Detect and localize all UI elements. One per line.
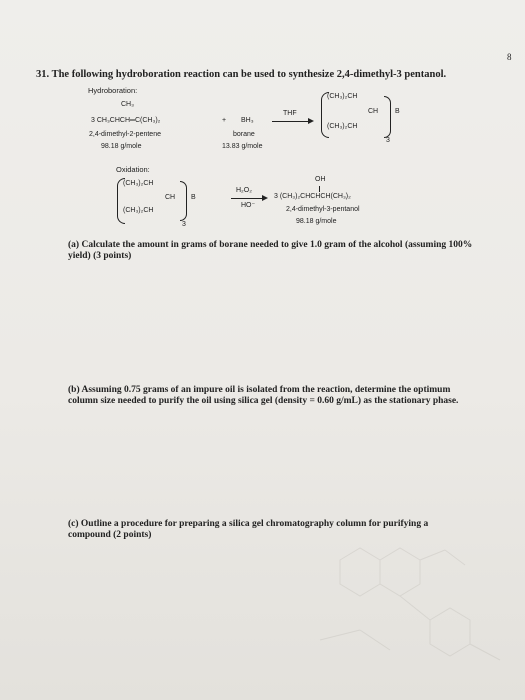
- reagent-peroxide: H₂O₂: [236, 187, 252, 194]
- part-a-label: (a): [68, 240, 80, 250]
- arrow-head-1: [308, 118, 314, 124]
- reaction-arrow-2: [231, 198, 262, 199]
- hydroboration-heading: Hydroboration:: [88, 86, 138, 95]
- arrow-label-thf: THF: [283, 110, 297, 117]
- oxidation-heading: Oxidation:: [116, 165, 150, 174]
- question-header: [36, 69, 496, 80]
- oxidation-top-group: (CH₃)₂CH: [123, 180, 154, 187]
- oxidation-boron: B: [191, 194, 196, 201]
- oh-bond: [319, 186, 320, 192]
- part-a: [68, 240, 473, 262]
- reactant1-methyl: CH₃: [121, 101, 134, 108]
- reactant1-mw: 98.18 g/mole: [101, 143, 142, 150]
- reagent-hydroxide: HO⁻: [241, 202, 256, 209]
- product-subscript: 3: [386, 137, 390, 144]
- oxidation-subscript: 3: [182, 221, 186, 228]
- product-right-bracket: [384, 96, 391, 138]
- product-oh: OH: [315, 176, 326, 183]
- part-c-label: (c): [68, 519, 79, 529]
- question-number: 31.: [36, 69, 50, 80]
- oxidation-bottom-group: (CH₃)₂CH: [123, 207, 154, 214]
- alcohol-name: 2,4-dimethyl-3-pentanol: [286, 206, 360, 213]
- alcohol-formula: 3 (CH₃)₂CHCHCH(CH₃)₂: [274, 193, 351, 200]
- product-ch: CH: [368, 108, 379, 115]
- reactant1-formula: 3 CH₃CHCH═C(CH₃)₂: [91, 117, 161, 124]
- product-boron: B: [395, 108, 400, 115]
- reactant2-mw: 13.83 g/mole: [222, 143, 263, 150]
- part-b: [68, 385, 473, 407]
- reaction-arrow-1: [272, 121, 308, 122]
- oxidation-ch: CH: [165, 194, 176, 201]
- reactant1-name: 2,4-dimethyl-2-pentene: [89, 131, 161, 138]
- show-through-molecule-drawing: [300, 520, 525, 700]
- part-b-label: (b): [68, 385, 80, 395]
- page-number: 8: [507, 52, 512, 62]
- arrow-head-2: [262, 195, 268, 201]
- part-b-text: Assuming 0.75 grams of an impure oil is isolated from the reaction, determine the optimum column size needed to purify the oil using silica gel (density = 0.60 g/mL) as the stationary phase.: [68, 385, 459, 406]
- part-a-text: Calculate the amount in grams of borane needed to give 1.0 gram of the alcohol (assuming 100% yield) (3 points): [68, 240, 473, 261]
- question-text: The following hydroboration reaction can be used to synthesize 2,4-dimethyl-3 pentanol.: [51, 69, 447, 80]
- part-c-text: Outline a procedure for preparing a silica gel chromatography column for purifying a compound (2 points): [68, 519, 429, 540]
- reactant2-formula: BH₃: [241, 117, 254, 124]
- product-bottom-group: (CH₃)₂CH: [327, 123, 358, 130]
- alcohol-mw: 98.18 g/mole: [296, 218, 337, 225]
- plus-sign: +: [222, 117, 227, 124]
- oxidation-right-bracket: [180, 181, 187, 221]
- reactant2-name: borane: [233, 131, 255, 138]
- product-top-group: (CH₃)₂CH: [327, 93, 358, 100]
